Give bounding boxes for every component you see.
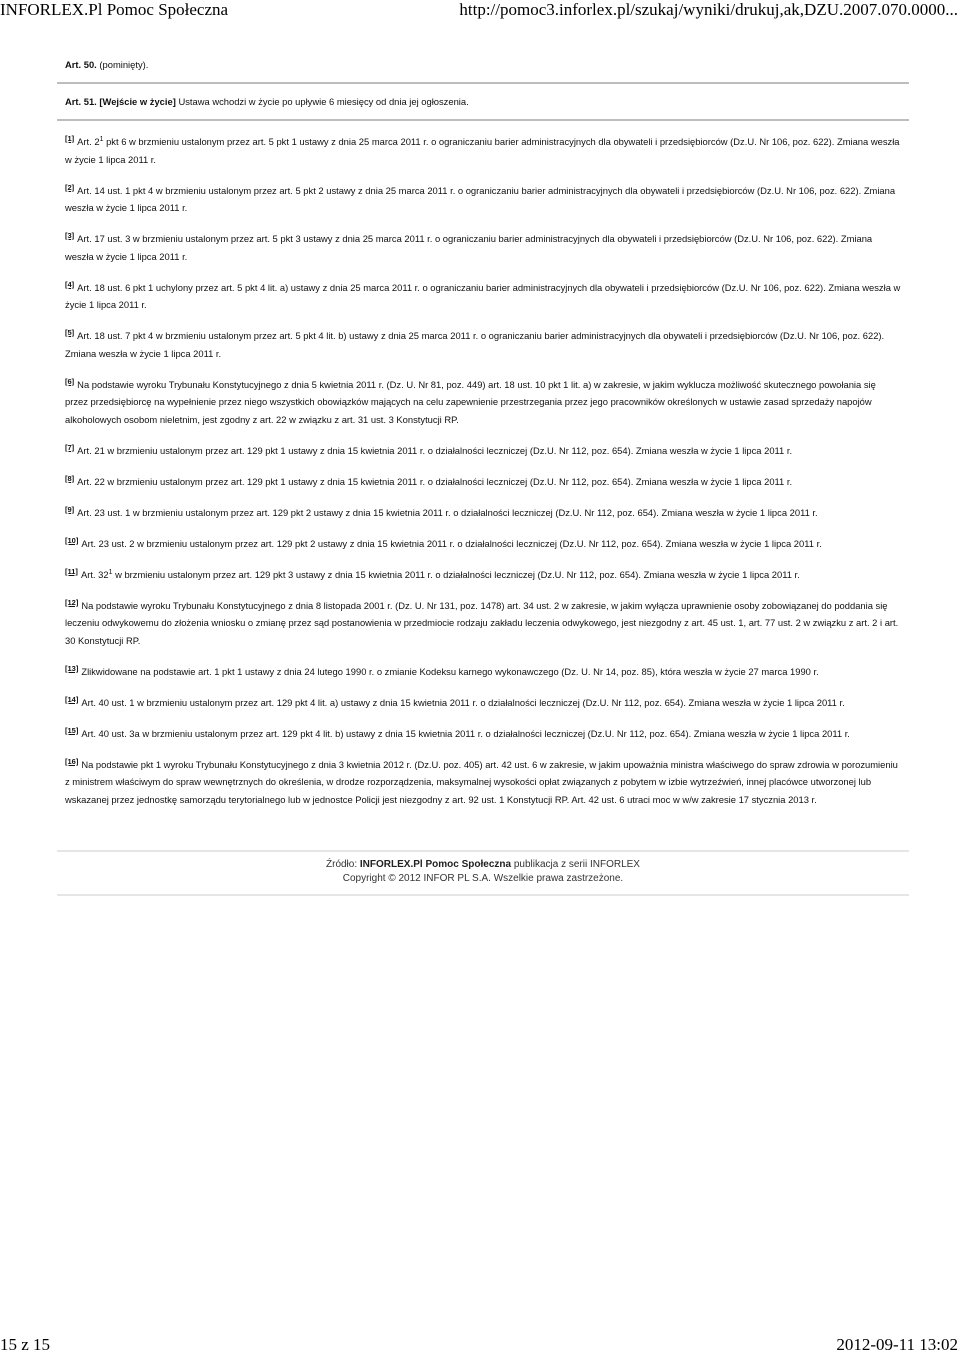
source-name: INFORLEX.Pl Pomoc Społeczna — [359, 859, 512, 870]
footnote — [65, 470, 901, 491]
footnote-text: Art. 14 ust. 1 pkt 4 w brzmieniu ustalonym przez art. 5 pkt 2 ustawy z dnia 25 marca 2011 r. o ograniczaniu barier administracyjnych dla obywateli i przedsiębiorców (Dz.U. Nr 106, poz. 622). Zmiana weszła w życie 1 lipca 2011 r. — [65, 184, 896, 213]
footnote-link[interactable]: [7] — [65, 442, 75, 452]
footnote — [65, 179, 901, 217]
print-header-title: INFORLEX.Pl Pomoc Społeczna — [0, 0, 229, 19]
footnote — [65, 532, 901, 553]
superscript: 1 — [108, 568, 113, 576]
footnote — [65, 660, 901, 681]
footnote — [65, 373, 901, 429]
footnote-link[interactable]: [8] — [65, 473, 75, 483]
footnote-link[interactable]: [9] — [65, 504, 75, 514]
footnote — [65, 227, 901, 265]
footnote-link[interactable]: [13] — [65, 663, 79, 673]
footnote-text: Art. 23 ust. 2 w brzmieniu ustalonym przez art. 129 pkt 2 ustawy z dnia 15 kwietnia 2011 r. o działalności leczniczej (Dz.U. Nr 112, poz. 654). Zmiana weszła w życie 1 lipca 2011 r. — [81, 537, 822, 549]
footnote — [65, 501, 901, 522]
article-50 — [65, 56, 901, 73]
footnote-text: Na podstawie wyroku Trybunału Konstytucyjnego z dnia 5 kwietnia 2011 r. (Dz. U. Nr 81, poz. 449) art. 18 ust. 10 pkt 1 lit. a) w zakresie, w jakim wyklucza możliwość skutecznego powołania się przez przedsiębiorcę na wypełnienie przez niego wszystkich obowiązków mających na celu zapewnienie przestrzegania przez jego pracowników określonych w ustawie zasad sprzedaży napojów alkoholowych osobom nieletnim, jest zgodny z art. 22 w związku z art. 31 ust. 3 Konstytucji RP. — [65, 378, 876, 425]
footnote-text: Art. 18 ust. 6 pkt 1 uchylony przez art. 5 pkt 4 lit. a) ustawy z dnia 25 marca 2011 r. o ograniczaniu barier administracyjnych dla obywateli i przedsiębiorców (Dz.U. Nr 106, poz. 622). Zmiana weszła w życie 1 lipca 2011 r. — [65, 281, 901, 310]
footnote-link[interactable]: [2] — [65, 182, 75, 192]
footnote-text: w brzmieniu ustalonym przez art. 129 pkt 3 ustawy z dnia 15 kwietnia 2011 r. o działalności leczniczej (Dz.U. Nr 112, poz. 654). Zmiana weszła w życie 1 lipca 2011 r. — [112, 568, 800, 580]
footnote-link[interactable]: [14] — [65, 694, 79, 704]
footnote-text: Art. 40 ust. 3a w brzmieniu ustalonym przez art. 129 pkt 4 lit. b) ustawy z dnia 15 kwietnia 2011 r. o działalności leczniczej (Dz.U. Nr 112, poz. 654). Zmiana weszła w życie 1 lipca 2011 r. — [81, 727, 850, 739]
footnote — [65, 594, 901, 650]
footnote-link[interactable]: [1] — [65, 134, 75, 143]
footnote-text: pkt 6 w brzmieniu ustalonym przez art. 5 pkt 1 ustawy z dnia 25 marca 2011 r. o ograniczaniu barier administracyjnych dla obywateli i przedsiębiorców (Dz.U. Nr 106, poz. 622). Zmiana weszła w życie 1 lipca 2011 r. — [65, 136, 900, 165]
page-number: 15 z 15 — [0, 1335, 51, 1354]
print-datetime: 2012-09-11 13:02 — [836, 1335, 958, 1354]
article-text: Ustawa wchodzi w życie po upływie 6 miesięcy od dnia jej ogłoszenia. — [178, 96, 469, 107]
article-heading: [Wejście w życie] — [99, 96, 176, 107]
footnote-text: Art. 22 w brzmieniu ustalonym przez art. 129 pkt 1 ustawy z dnia 15 kwietnia 2011 r. o działalności leczniczej (Dz.U. Nr 112, poz. 654). Zmiana weszła w życie 1 lipca 2011 r. — [77, 475, 793, 487]
print-header-url: http://pomoc3.inforlex.pl/szukaj/wyniki/drukuj,ak,DZU.2007.070.0000... — [459, 0, 958, 19]
footnote-text: Art. 18 ust. 7 pkt 4 w brzmieniu ustalonym przez art. 5 pkt 4 lit. b) ustawy z dnia 25 marca 2011 r. o ograniczaniu barier administracyjnych dla obywateli i przedsiębiorców (Dz.U. Nr 106, poz. 622). Zmiana weszła w życie 1 lipca 2011 r. — [65, 330, 885, 359]
article-51 — [65, 93, 901, 110]
footnote-article: Art. 32 — [80, 568, 109, 580]
footnote-text: Zlikwidowane na podstawie art. 1 pkt 1 ustawy z dnia 24 lutego 1990 r. o zmianie Kodeksu karnego wykonawczego (Dz. U. Nr 14, poz. 85), która weszła w życie 27 marca 1990 r. — [81, 665, 819, 677]
footnote-article: Art. 2 — [77, 136, 100, 147]
footnote-text: Na podstawie wyroku Trybunału Konstytucyjnego z dnia 8 listopada 2001 r. (Dz. U. Nr 131, poz. 1478) art. 34 ust. 2 w zakresie, w jakim wyłącza uprawnienie osoby zobowiązanej do poddania się leczeniu odwykowemu do złożenia wniosku o zmianę przez sąd postanowienia w przedmiocie rodzaju zakładu leczenia odwykowego, jest niezgodny z art. 45 ust. 1, art. 77 ust. 2 w związku z art. 2 i art. 30 Konstytucji RP. — [65, 599, 899, 646]
footnote-link[interactable]: [10] — [65, 535, 79, 545]
footnote-link[interactable]: [4] — [65, 279, 75, 289]
footnotes-list — [65, 130, 901, 808]
footnote — [65, 324, 901, 362]
article-text: (pominięty). — [99, 59, 149, 70]
article-label: Art. 51. — [65, 96, 97, 107]
footnote — [65, 130, 901, 168]
footnote-text: Art. 21 w brzmieniu ustalonym przez art. 129 pkt 1 ustawy z dnia 15 kwietnia 2011 r. o działalności leczniczej (Dz.U. Nr 112, poz. 654). Zmiana weszła w życie 1 lipca 2011 r. — [77, 444, 793, 456]
footnote — [65, 276, 901, 314]
divider — [57, 119, 909, 121]
copyright: Copyright © 2012 INFOR PL S.A. Wszelkie prawa zastrzeżone. — [342, 873, 624, 884]
footnote-link[interactable]: [6] — [65, 376, 75, 386]
footnote — [65, 753, 901, 809]
document-body — [65, 56, 901, 896]
source-prefix: Źródło: — [326, 859, 358, 870]
footnote-link[interactable]: [12] — [65, 597, 79, 607]
footnote-text: Art. 17 ust. 3 w brzmieniu ustalonym przez art. 5 pkt 3 ustawy z dnia 25 marca 2011 r. o ograniczaniu barier administracyjnych dla obywateli i przedsiębiorców (Dz.U. Nr 106, poz. 622). Zmiana weszła w życie 1 lipca 2011 r. — [65, 233, 873, 262]
footnote — [65, 439, 901, 460]
article-label: Art. 50. — [65, 59, 97, 70]
footnote-text: Art. 23 ust. 1 w brzmieniu ustalonym przez art. 129 pkt 2 ustawy z dnia 15 kwietnia 2011 r. o działalności leczniczej (Dz.U. Nr 112, poz. 654). Zmiana weszła w życie 1 lipca 2011 r. — [77, 506, 818, 518]
footnote-link[interactable]: [11] — [65, 566, 78, 576]
footnote-link[interactable]: [15] — [65, 725, 79, 735]
superscript: 1 — [99, 136, 104, 143]
footnote-link[interactable]: [3] — [65, 231, 75, 240]
footnote-text: Art. 40 ust. 1 w brzmieniu ustalonym przez art. 129 pkt 4 lit. a) ustawy z dnia 15 kwietnia 2011 r. o działalności leczniczej (Dz.U. Nr 112, poz. 654). Zmiana weszła w życie 1 lipca 2011 r. — [81, 696, 845, 708]
footnote — [65, 722, 901, 743]
footnote-link[interactable]: [16] — [65, 756, 79, 766]
footnote — [65, 691, 901, 712]
footnote — [65, 563, 901, 584]
footnote-text: Na podstawie pkt 1 wyroku Trybunału Konstytucyjnego z dnia 3 kwietnia 2012 r. (Dz.U. poz. 405) art. 42 ust. 6 w zakresie, w jakim upoważnia ministra właściwego do spraw zdrowia w porozumieniu z ministrem właściwym do spraw wewnętrznych do określenia, w drodze rozporządzenia, maksymalnej wysokości opłat związanych z pobytem w izbie wytrzeźwień, innej placówce utworzonej lub wskazanej przez jednostkę samorządu terytorialnego lub w jednostce Policji jest niezgodny z art. 92 ust. 1 Konstytucji RP. Art. 42 ust. 6 utraci moc w w/w zakresie 17 stycznia 2013 r. — [65, 758, 898, 805]
footnote-link[interactable]: [5] — [65, 328, 75, 337]
source-box — [57, 850, 909, 896]
source-suffix: publikacja z serii INFORLEX — [513, 859, 640, 870]
divider — [57, 82, 909, 84]
